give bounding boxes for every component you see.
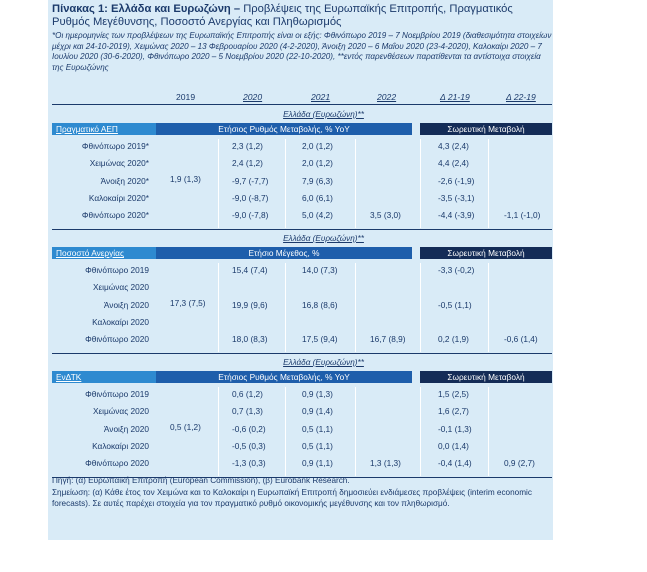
cell-y2020: -0,6 (0,2) bbox=[232, 423, 266, 434]
section-bottom-rule bbox=[52, 353, 552, 354]
row-period: Φθινόπωρο 2020 bbox=[85, 458, 149, 469]
column-separator bbox=[488, 387, 489, 476]
cell-d21: 4,3 (2,4) bbox=[438, 141, 469, 151]
row-period: Χειμώνας 2020 bbox=[92, 282, 149, 293]
cell-y2021: 2,0 (1,2) bbox=[302, 158, 333, 169]
column-separator bbox=[488, 263, 489, 352]
section-subtitle: Ελλάδα (Ευρωζώνη)** bbox=[283, 358, 364, 367]
cell-y2021: 0,5 (1,1) bbox=[302, 440, 333, 451]
table-title-rest: Προβλέψεις της Ευρωπαϊκής Επιτροπής, Πραγματικός Ρυθμός Μεγέθυνσης, Ποσοστό Ανεργίας και Πληθωρισμός bbox=[52, 3, 513, 28]
cell-y2021: 5,0 (4,2) bbox=[302, 210, 333, 221]
cumulative-bar: Σωρευτική Μεταβολή bbox=[420, 247, 552, 259]
cell-d21: -3,3 (-0,2) bbox=[438, 265, 475, 275]
section-measure-bar: Ετήσιο Μέγεθος, % bbox=[156, 247, 412, 259]
section-subtitle: Ελλάδα (Ευρωζώνη)** bbox=[283, 234, 364, 243]
cell-d21: -4,4 (-3,9) bbox=[438, 210, 475, 221]
cell-y2021: 16,8 (8,6) bbox=[302, 299, 338, 310]
footnote: Σημείωση: (α) Κάθε έτος τον Χειμώνα και το Καλοκαίρι η Ευρωπαϊκή Επιτροπή δημοσιεύει ενδιάμεσες προβλέψεις (interim economic forecasts). Σε αυτές παρέχει στοιχεία για τον πραγματικό ρυθμό οικονομικής μεγέθυνσης και τον πληθωρισμό. bbox=[52, 488, 532, 508]
column-separator bbox=[285, 263, 286, 352]
cell-y2021: 17,5 (9,4) bbox=[302, 334, 338, 345]
section-label: Ποσοστό Ανεργίας bbox=[52, 247, 160, 259]
cell-y2020: 2,4 (1,2) bbox=[232, 158, 263, 169]
section-measure-bar: Ετήσιος Ρυθμός Μεταβολής, % YoY bbox=[156, 371, 412, 383]
row-period: Άνοιξη 2020 bbox=[103, 299, 149, 310]
cumulative-bar: Σωρευτική Μεταβολή bbox=[420, 371, 552, 383]
row-period: Καλοκαίρι 2020 bbox=[92, 316, 149, 327]
column-separator bbox=[218, 139, 219, 228]
section-bottom-rule bbox=[52, 229, 552, 230]
cell-y2021: 7,9 (6,3) bbox=[302, 175, 333, 186]
cell-d21: 1,5 (2,5) bbox=[438, 389, 469, 399]
cell-2019: 0,5 (1,2) bbox=[170, 421, 201, 432]
col-2021: 2021 bbox=[311, 92, 331, 102]
cell-y2022: 3,5 (3,0) bbox=[370, 210, 401, 221]
col-d22-19: Δ 22-19 bbox=[506, 92, 536, 102]
cell-y2020: -0,5 (0,3) bbox=[232, 440, 266, 451]
column-separator bbox=[285, 387, 286, 476]
cell-d22: -1,1 (-1,0) bbox=[504, 210, 541, 221]
section-label: Πραγματικό ΑΕΠ bbox=[52, 123, 160, 135]
cell-y2021: 6,0 (6,1) bbox=[302, 192, 333, 203]
dates-note: *Οι ημερομηνίες των προβλέψεων της Ευρωπαϊκής Επιτροπής είναι οι εξής: Φθινόπωρο 2019 – 7 Νοεμβρίου 2019 (διαθεσιμότητα στοιχείων μέχρι και 24-10-2019), Χειμώνας 2020 – 13 Φεβρουαρίου 2020 (4-2-2020), Άνοιξη 2020 – 6 Μαΐου 2020 (23-4-2020), Καλοκαίρι 2020 – 7 Ιουλίου 2020 (30-6-2020), Φθινόπωρο 2020 – 5 Νοεμβρίου 2020 (22-10-2020), **εντός παρενθέσεων παρατίθενται τα αντίστοιχα στοιχεία της Ευρωζώνης bbox=[52, 31, 552, 72]
cell-y2021: 14,0 (7,3) bbox=[302, 265, 338, 275]
row-period: Χειμώνας 2020 bbox=[92, 406, 149, 417]
cell-y2020: 18,0 (8,3) bbox=[232, 334, 268, 345]
column-separator bbox=[420, 387, 421, 476]
cell-y2021: 0,9 (1,4) bbox=[302, 406, 333, 417]
cell-y2020: 19,9 (9,6) bbox=[232, 299, 268, 310]
cell-y2020: -9,0 (-8,7) bbox=[232, 192, 269, 203]
cell-d21: -0,5 (1,1) bbox=[438, 299, 472, 310]
cell-d21: -0,1 (1,3) bbox=[438, 423, 472, 434]
column-separator bbox=[218, 387, 219, 476]
row-period: Φθινόπωρο 2019* bbox=[81, 141, 149, 151]
cell-d21: 0,0 (1,4) bbox=[438, 440, 469, 451]
cell-y2020: -9,7 (-7,7) bbox=[232, 175, 269, 186]
cell-d22: 0,9 (2,7) bbox=[504, 458, 535, 469]
cell-y2021: 0,5 (1,1) bbox=[302, 423, 333, 434]
cell-y2021: 0,9 (1,1) bbox=[302, 458, 333, 469]
row-period: Άνοιξη 2020 bbox=[103, 423, 149, 434]
column-separator bbox=[355, 139, 356, 228]
cell-y2020: 0,7 (1,3) bbox=[232, 406, 263, 417]
column-separator bbox=[218, 263, 219, 352]
col-2019: 2019 bbox=[176, 92, 196, 102]
cell-y2020: 2,3 (1,2) bbox=[232, 141, 263, 151]
header-rule bbox=[52, 104, 552, 105]
row-period: Καλοκαίρι 2020* bbox=[88, 192, 149, 203]
row-period: Χειμώνας 2020* bbox=[89, 158, 149, 169]
cell-d21: -2,6 (-1,9) bbox=[438, 175, 475, 186]
cell-y2020: 15,4 (7,4) bbox=[232, 265, 268, 275]
cell-d21: -3,5 (-3,1) bbox=[438, 192, 475, 203]
cell-d21: 0,2 (1,9) bbox=[438, 334, 469, 345]
cell-y2022: 1,3 (1,3) bbox=[370, 458, 401, 469]
cell-y2020: -1,3 (0,3) bbox=[232, 458, 266, 469]
source-line: Πηγή: (α) Ευρωπαϊκή Επιτροπή (European Commission), (β) Eurobank Research. bbox=[52, 476, 350, 485]
col-2022: 2022 bbox=[377, 92, 397, 102]
row-period: Φθινόπωρο 2019 bbox=[85, 265, 149, 275]
cell-y2020: 0,6 (1,2) bbox=[232, 389, 263, 399]
cell-2019: 17,3 (7,5) bbox=[170, 297, 206, 308]
table-title bbox=[52, 3, 550, 29]
row-period: Καλοκαίρι 2020 bbox=[92, 440, 149, 451]
cell-d22: -0,6 (1,4) bbox=[504, 334, 538, 345]
col-2020: 2020 bbox=[243, 92, 263, 102]
cell-y2022: 16,7 (8,9) bbox=[370, 334, 406, 345]
col-d21-19: Δ 21-19 bbox=[440, 92, 470, 102]
column-separator bbox=[355, 263, 356, 352]
cell-d21: -0,4 (1,4) bbox=[438, 458, 472, 469]
table-title-bold: Πίνακας 1: Ελλάδα και Ευρωζώνη – bbox=[52, 3, 241, 15]
cell-y2021: 0,9 (1,3) bbox=[302, 389, 333, 399]
row-period: Φθινόπωρο 2019 bbox=[85, 389, 149, 399]
cell-2019: 1,9 (1,3) bbox=[170, 173, 201, 184]
section-subtitle: Ελλάδα (Ευρωζώνη)** bbox=[283, 110, 364, 119]
cumulative-bar: Σωρευτική Μεταβολή bbox=[420, 123, 552, 135]
column-separator bbox=[355, 387, 356, 476]
row-period: Άνοιξη 2020* bbox=[100, 175, 149, 186]
column-separator bbox=[488, 139, 489, 228]
cell-d21: 1,6 (2,7) bbox=[438, 406, 469, 417]
column-separator bbox=[285, 139, 286, 228]
cell-d21: 4,4 (2,4) bbox=[438, 158, 469, 169]
column-separator bbox=[420, 263, 421, 352]
cell-y2020: -9,0 (-7,8) bbox=[232, 210, 269, 221]
row-period: Φθινόπωρο 2020* bbox=[81, 210, 149, 221]
row-period: Φθινόπωρο 2020 bbox=[85, 334, 149, 345]
section-label: ΕνΔΤΚ bbox=[52, 371, 160, 383]
section-measure-bar: Ετήσιος Ρυθμός Μεταβολής, % YoY bbox=[156, 123, 412, 135]
column-separator bbox=[420, 139, 421, 228]
cell-y2021: 2,0 (1,2) bbox=[302, 141, 333, 151]
